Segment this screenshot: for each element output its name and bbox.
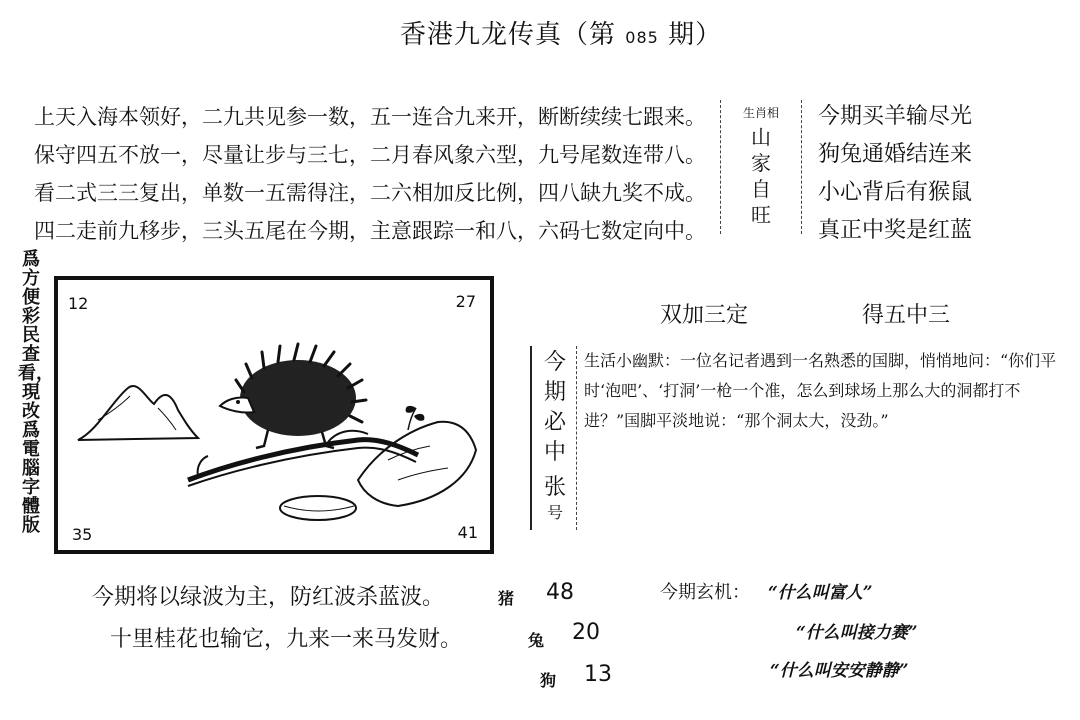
- stamp-char: 家: [751, 151, 771, 175]
- formula-left: 双加三定: [660, 303, 749, 328]
- must-win-char: 今: [543, 350, 566, 375]
- stamp-char: 山: [751, 125, 771, 149]
- pick-number: 20: [572, 620, 600, 645]
- prediction-line-1: 今期将以绿波为主，防红波杀蓝波。: [92, 585, 445, 610]
- corner-number-top-right: 27: [455, 292, 476, 311]
- hedgehog-illustration: [58, 280, 490, 550]
- formula-right: 得五中三: [862, 303, 951, 328]
- corner-number-bottom-left: 35: [72, 525, 93, 544]
- riddle-line: “什么叫接力赛”: [796, 623, 918, 643]
- stamp-small-text: 生肖相: [742, 106, 779, 120]
- riddle-line: “什么叫富人”: [768, 583, 873, 603]
- poem-line: 四二走前九移步，三头五尾在今期，主意跟踪一和八，六码七数定向中。: [34, 219, 706, 243]
- left-vertical-notice: 爲方便彩民查看，現改爲電腦字體版: [18, 249, 54, 536]
- must-win-char: 必: [543, 410, 566, 435]
- rhyme-line: 今期买羊输尽光: [818, 104, 973, 129]
- pick-number: 13: [584, 662, 612, 687]
- issue-number: 085: [625, 28, 659, 47]
- rhyme-line: 真正中奖是红蓝: [818, 218, 973, 243]
- riddle-line: “什么叫安安静静”: [770, 661, 909, 681]
- corner-number-top-left: 12: [68, 294, 89, 313]
- riddle-label: 今期玄机：: [660, 582, 750, 603]
- rhyme-line: 小心背后有猴鼠: [818, 180, 973, 205]
- poem-line: 上天入海本领好，二九共见参一数，五一连合九来开，断断续续七跟来。: [34, 105, 706, 129]
- prediction-line-2: 十里桂花也输它，九来一来马发财。: [110, 627, 463, 652]
- must-win-char: 期: [543, 380, 566, 405]
- pick-zodiac: 猪: [498, 589, 515, 608]
- must-win-name: 张: [543, 475, 566, 500]
- pick-zodiac: 狗: [540, 671, 557, 690]
- stamp-chars: [745, 124, 777, 228]
- poem-line: 看二式三三复出，单数一五需得注，二六相加反比例，四八缺九奖不成。: [34, 181, 706, 205]
- pick-number: 48: [546, 580, 574, 605]
- must-win-char: 中: [543, 440, 566, 465]
- rhyme-line: 狗兔通婚结连来: [818, 142, 973, 167]
- poem-block: [34, 98, 706, 250]
- must-win-chars: [540, 348, 570, 468]
- poem-line: 保守四五不放一，尽量让步与三七，二月春风象六型，九号尾数连带八。: [34, 143, 706, 167]
- pick-zodiac: 兔: [528, 631, 545, 650]
- must-win-box: [530, 346, 577, 530]
- stamp-char: 自: [751, 177, 771, 201]
- corner-number-bottom-right: 41: [457, 523, 478, 542]
- must-win-hao: 号: [546, 503, 563, 522]
- humor-paragraph: 生活小幽默：一位名记者遇到一名熟悉的国脚，悄悄地问：“你们平时‘泡吧’、‘打洞’一枪一个准，怎么到球场上那么大的洞都打不进？”国脚平淡地说：“那个洞太大，没劲。”: [584, 351, 1057, 430]
- illustration-frame: [54, 276, 494, 554]
- zodiac-stamp: [720, 100, 802, 234]
- title-prefix: 香港九龙传真（第: [400, 20, 617, 50]
- title-suffix: 期）: [668, 20, 723, 50]
- rhyme-block: [818, 98, 972, 250]
- stamp-char: 旺: [751, 203, 771, 227]
- page-title: [400, 14, 760, 51]
